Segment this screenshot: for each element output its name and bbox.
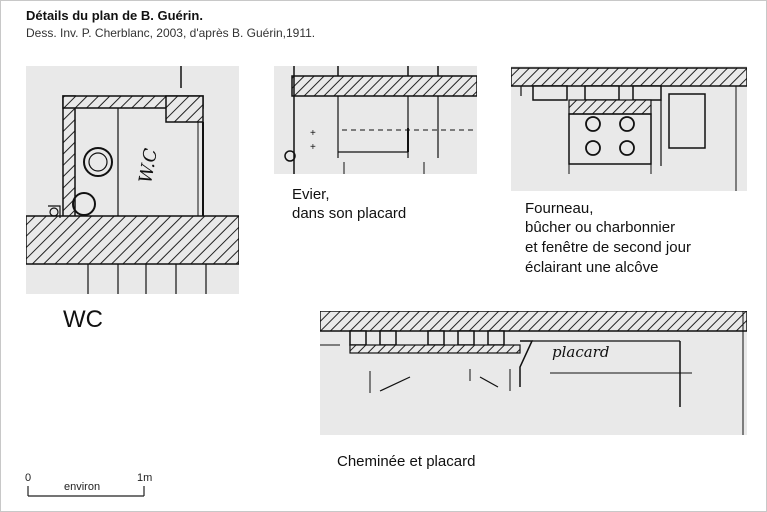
cheminee-plan-image — [320, 311, 747, 435]
page-subtitle: Dess. Inv. P. Cherblanc, 2003, d'après B. Guérin,1911. — [26, 26, 316, 40]
cheminee-caption: Cheminée et placard — [337, 453, 476, 470]
scale-middle-label: environ — [64, 481, 101, 493]
fourneau-caption-line4: éclairant une alcôve — [525, 259, 659, 276]
cheminee-handwriting: placard — [552, 343, 610, 361]
wc-plan-image — [26, 66, 239, 294]
wc-caption: WC — [63, 306, 103, 333]
evier-caption-line2: dans son placard — [292, 205, 407, 222]
fourneau-caption-line2: bûcher ou charbonnier — [525, 219, 676, 236]
scale-bar — [22, 482, 152, 502]
page-title: Détails du plan de B. Guérin. — [26, 8, 203, 23]
evier-plan-image — [274, 66, 477, 174]
scale-start-label: 0 — [25, 472, 32, 484]
fourneau-caption-line3: et fenêtre de second jour — [525, 239, 691, 256]
evier-caption-line1: Evier, — [292, 186, 330, 203]
scale-end-label: 1m — [137, 472, 153, 484]
wc-handwriting: W.C — [135, 146, 162, 185]
svg-text:+: + — [310, 142, 316, 153]
fourneau-plan-image — [511, 66, 747, 191]
svg-text:+: + — [310, 128, 316, 139]
fourneau-caption-line1: Fourneau, — [525, 200, 594, 217]
